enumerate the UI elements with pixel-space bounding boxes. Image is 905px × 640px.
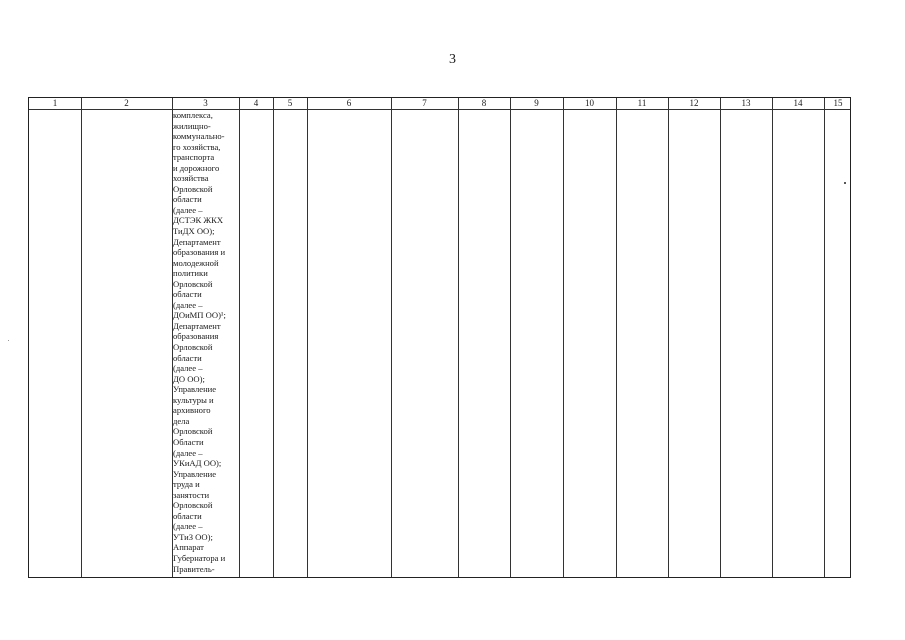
column-header-8: 8 bbox=[481, 98, 487, 108]
column-divider bbox=[307, 98, 308, 577]
column-divider bbox=[458, 98, 459, 577]
column-header-13: 13 bbox=[741, 98, 751, 108]
column-3-cell-text: комплекса, жилищно- коммунально- го хозяйства, транспорта и дорожного хозяйства Орловской области (далее – ДСТЭК ЖКХ ТиДХ ОО); Департамент образования и молодежной политики Орловской области (далее – ДОиМП ОО)¹; Департамент образования Орловской области (далее – ДО ОО); Управление культуры и архивного дела Орловской Области (далее – УКиАД ОО); Управление труда и занятости Орловской области (далее – УТиЗ ОО); Аппарат Губернатора и Правитель- bbox=[173, 110, 226, 574]
scan-dot bbox=[844, 182, 846, 184]
column-header-14: 14 bbox=[793, 98, 803, 108]
column-header-6: 6 bbox=[346, 98, 352, 108]
column-header-12: 12 bbox=[689, 98, 699, 108]
column-divider bbox=[510, 98, 511, 577]
column-header-3: 3 bbox=[203, 98, 208, 108]
column-header-15: 15 bbox=[833, 98, 843, 108]
column-header-7: 7 bbox=[422, 98, 427, 108]
column-divider bbox=[391, 98, 392, 577]
column-header-4: 4 bbox=[253, 98, 259, 108]
column-header-5: 5 bbox=[287, 98, 293, 108]
header-divider bbox=[29, 109, 850, 110]
column-divider bbox=[273, 98, 274, 577]
column-divider bbox=[239, 98, 240, 577]
table bbox=[28, 97, 851, 578]
column-divider bbox=[668, 98, 669, 577]
column-divider bbox=[81, 98, 82, 577]
column-divider bbox=[616, 98, 617, 577]
column-divider bbox=[772, 98, 773, 577]
column-header-1: 1 bbox=[52, 98, 58, 108]
column-header-2: 2 bbox=[124, 98, 129, 108]
column-divider bbox=[824, 98, 825, 577]
column-header-11: 11 bbox=[637, 98, 647, 108]
column-divider bbox=[563, 98, 564, 577]
page-number: 3 bbox=[449, 52, 456, 67]
column-divider bbox=[720, 98, 721, 577]
column-header-9: 9 bbox=[534, 98, 539, 108]
column-header-10: 10 bbox=[585, 98, 594, 108]
scan-speck bbox=[8, 340, 9, 341]
